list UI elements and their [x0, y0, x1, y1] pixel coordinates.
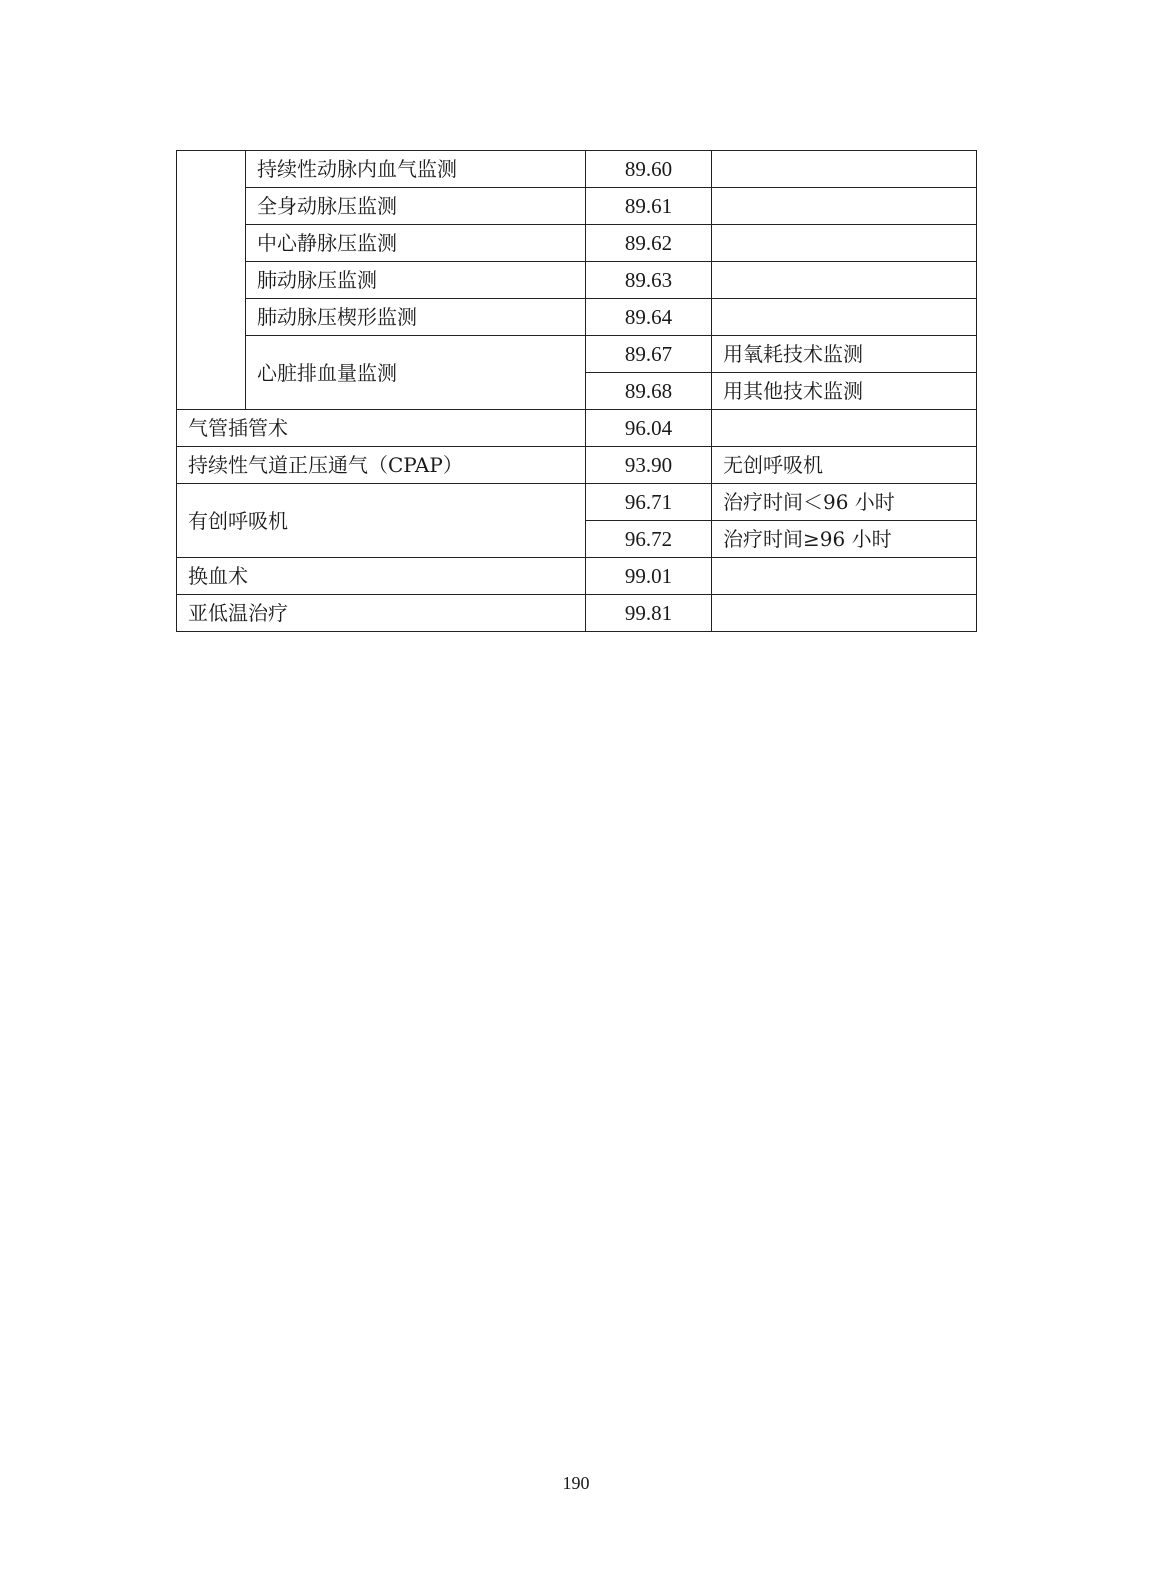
table-row — [177, 447, 977, 484]
procedure-name: 有创呼吸机 — [177, 484, 586, 558]
group-cell — [177, 151, 246, 410]
procedure-name: 中心静脉压监测 — [246, 225, 586, 262]
procedure-code: 89.60 — [586, 151, 712, 188]
procedure-note: 无创呼吸机 — [712, 447, 977, 484]
procedure-note — [712, 558, 977, 595]
procedure-note — [712, 188, 977, 225]
procedure-code: 99.01 — [586, 558, 712, 595]
procedure-code: 89.62 — [586, 225, 712, 262]
procedure-code: 96.71 — [586, 484, 712, 521]
table-row — [177, 484, 977, 521]
procedure-code: 89.68 — [586, 373, 712, 410]
table-row — [177, 410, 977, 447]
procedure-note — [712, 262, 977, 299]
procedure-code: 96.72 — [586, 521, 712, 558]
procedure-name: 肺动脉压楔形监测 — [246, 299, 586, 336]
procedure-code: 89.63 — [586, 262, 712, 299]
table-row — [177, 558, 977, 595]
procedure-name: 持续性动脉内血气监测 — [246, 151, 586, 188]
procedure-note — [712, 151, 977, 188]
procedure-note: 治疗时间≥96 小时 — [712, 521, 977, 558]
procedure-note — [712, 595, 977, 632]
table-row — [177, 151, 977, 188]
procedure-note: 用其他技术监测 — [712, 373, 977, 410]
procedure-name: 气管插管术 — [177, 410, 586, 447]
procedure-name: 心脏排血量监测 — [246, 336, 586, 410]
procedure-note — [712, 225, 977, 262]
procedure-code: 96.04 — [586, 410, 712, 447]
page-number: 190 — [562, 1473, 590, 1493]
procedure-code: 93.90 — [586, 447, 712, 484]
table-row — [177, 262, 977, 299]
table-row — [177, 225, 977, 262]
procedure-name: 换血术 — [177, 558, 586, 595]
procedure-note — [712, 410, 977, 447]
procedure-code: 89.67 — [586, 336, 712, 373]
procedure-name: 全身动脉压监测 — [246, 188, 586, 225]
table-row — [177, 336, 977, 373]
procedure-name: 亚低温治疗 — [177, 595, 586, 632]
table-row — [177, 595, 977, 632]
table-row — [177, 188, 977, 225]
procedure-name: 持续性气道正压通气（CPAP） — [177, 447, 586, 484]
procedure-note — [712, 299, 977, 336]
procedure-code-table — [176, 150, 977, 632]
table-row — [177, 299, 977, 336]
procedure-code: 89.64 — [586, 299, 712, 336]
procedure-note: 治疗时间＜96 小时 — [712, 484, 977, 521]
procedure-name: 肺动脉压监测 — [246, 262, 586, 299]
procedure-note: 用氧耗技术监测 — [712, 336, 977, 373]
procedure-code: 89.61 — [586, 188, 712, 225]
procedure-code: 99.81 — [586, 595, 712, 632]
